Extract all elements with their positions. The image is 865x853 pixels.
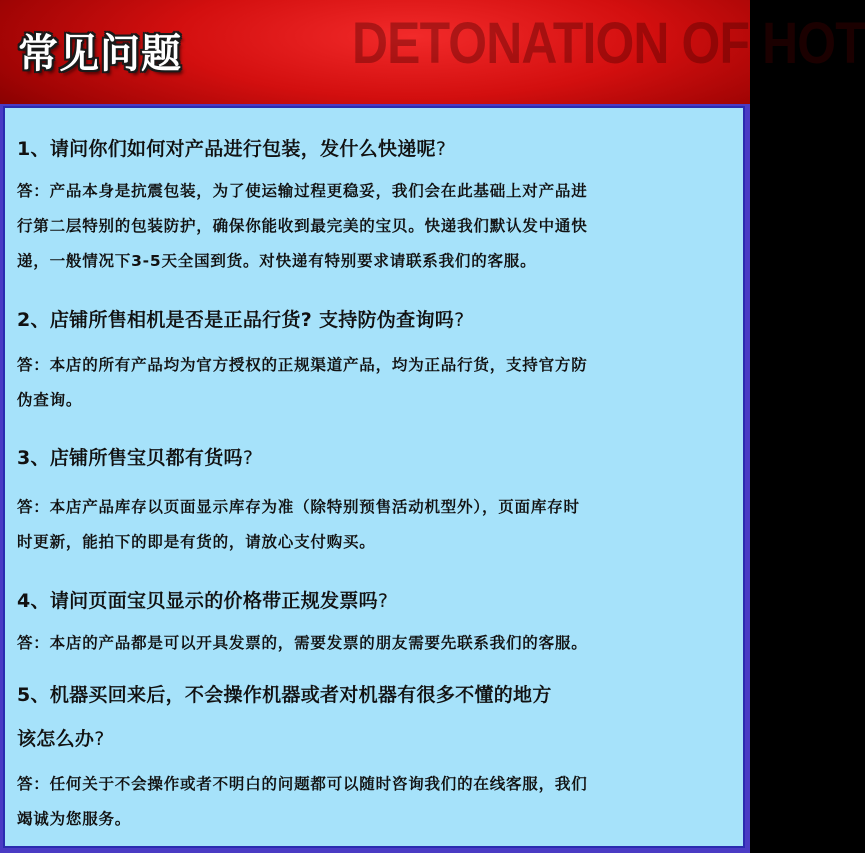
faq-answer-line: 时更新，能拍下的即是有货的，请放心支付购买。 [17, 533, 376, 551]
faq-answer-line: 伪查询。 [17, 391, 83, 409]
faq-question-5: 5、机器买回来后，不会操作机器或者对机器有很多不懂的地方 [17, 684, 552, 706]
faq-answer-1 [17, 174, 729, 279]
faq-answer-line: 答：任何关于不会操作或者不明白的问题都可以随时咨询我们的在线客服，我们 [17, 775, 588, 793]
faq-answer-3 [17, 490, 729, 560]
faq-question-5-line2: 该怎么办? [17, 728, 105, 750]
faq-answer-line: 竭诚为您服务。 [17, 810, 132, 828]
faq-answer-5 [17, 767, 729, 837]
faq-question-3: 3、店铺所售宝贝都有货吗? [17, 447, 254, 469]
faq-answer-line: 答：产品本身是抗震包装，为了使运输过程更稳妥，我们会在此基础上对产品进 [17, 182, 588, 200]
header-watermark: DETONATION OF HOT [352, 11, 865, 76]
faq-answer-line: 答：本店的产品都是可以开具发票的，需要发票的朋友需要先联系我们的客服。 [17, 634, 588, 652]
faq-answer-4 [17, 626, 729, 661]
faq-answer-line: 递，一般情况下3-5天全国到货。对快递有特别要求请联系我们的客服。 [17, 252, 537, 270]
header-banner [0, 0, 865, 104]
faq-question-1: 1、请问你们如何对产品进行包装，发什么快递呢? [17, 138, 447, 160]
faq-answer-2 [17, 348, 729, 418]
faq-answer-line: 答：本店的所有产品均为官方授权的正规渠道产品，均为正品行货，支持官方防 [17, 356, 588, 374]
page-title: 常见问题 [18, 31, 182, 77]
faq-question-2: 2、店铺所售相机是否是正品行货? 支持防伪查询吗? [17, 309, 465, 331]
faq-question-4: 4、请问页面宝贝显示的价格带正规发票吗? [17, 590, 389, 612]
faq-panel [3, 106, 745, 848]
faq-answer-line: 答：本店产品库存以页面显示库存为准（除特别预售活动机型外），页面库存时 [17, 498, 580, 516]
faq-answer-line: 行第二层特别的包装防护，确保你能收到最完美的宝贝。快递我们默认发中通快 [17, 217, 588, 235]
